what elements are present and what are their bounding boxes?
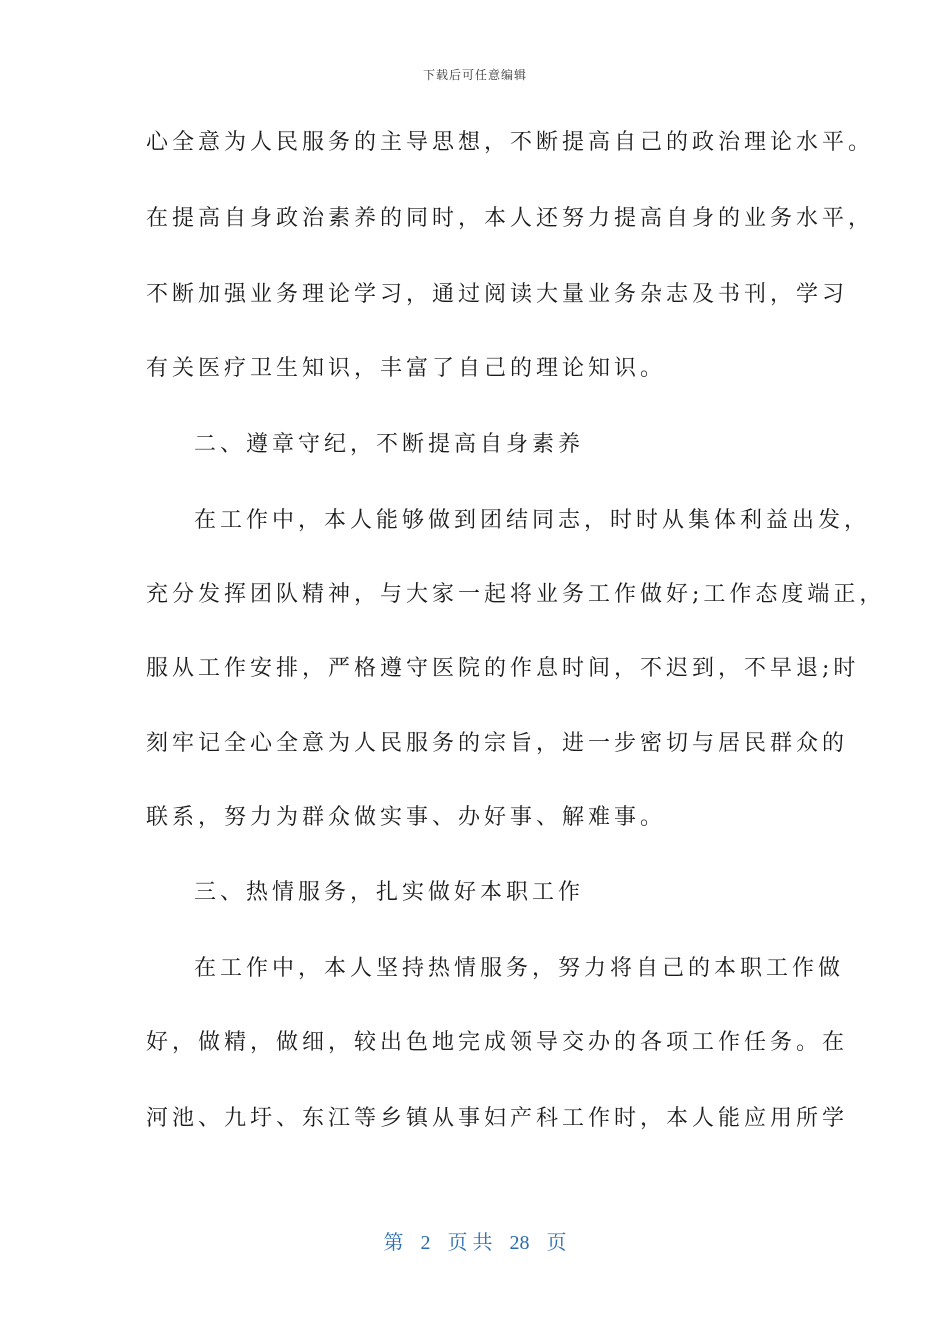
body-line: 在提高自身政治素养的同时，本人还努力提高自身的业务水平， (146, 206, 875, 231)
footer-total-pages: 28 (509, 1232, 530, 1254)
body-line: 有关医疗卫生知识，丰富了自己的理论知识。 (146, 356, 667, 381)
body-line: 联系，努力为群众做实事、办好事、解难事。 (146, 805, 667, 830)
body-line: 刻牢记全心全意为人民服务的宗旨，进一步密切与居民群众的 (146, 731, 849, 756)
footer-page-number: 2 (420, 1232, 431, 1254)
body-line: 在工作中，本人能够做到团结同志，时时从集体利益出发， (194, 508, 871, 533)
page-header: 下载后可任意编辑 (422, 68, 527, 82)
body-line: 心全意为人民服务的主导思想，不断提高自己的政治理论水平。 (146, 130, 875, 155)
section-heading: 二、遵章守纪，不断提高自身素养 (194, 432, 585, 457)
body-line: 在工作中，本人坚持热情服务，努力将自己的本职工作做 (194, 956, 845, 981)
body-line: 河池、九圩、东江等乡镇从事妇产科工作时，本人能应用所学 (146, 1106, 849, 1131)
body-line: 不断加强业务理论学习，通过阅读大量业务杂志及书刊，学习 (146, 282, 849, 307)
page-footer (0, 1226, 950, 1255)
body-line: 好，做精，做细，较出色地完成领导交办的各项工作任务。在 (146, 1030, 849, 1055)
body-line: 服从工作安排，严格遵守医院的作息时间，不迟到，不早退;时 (146, 656, 860, 681)
body-line: 充分发挥团队精神，与大家一起将业务工作做好;工作态度端正， (146, 582, 886, 607)
footer-prefix: 第 (383, 1232, 404, 1254)
section-heading: 三、热情服务，扎实做好本职工作 (194, 880, 585, 905)
footer-middle: 页 共 (447, 1232, 493, 1254)
footer-suffix: 页 (546, 1232, 567, 1254)
